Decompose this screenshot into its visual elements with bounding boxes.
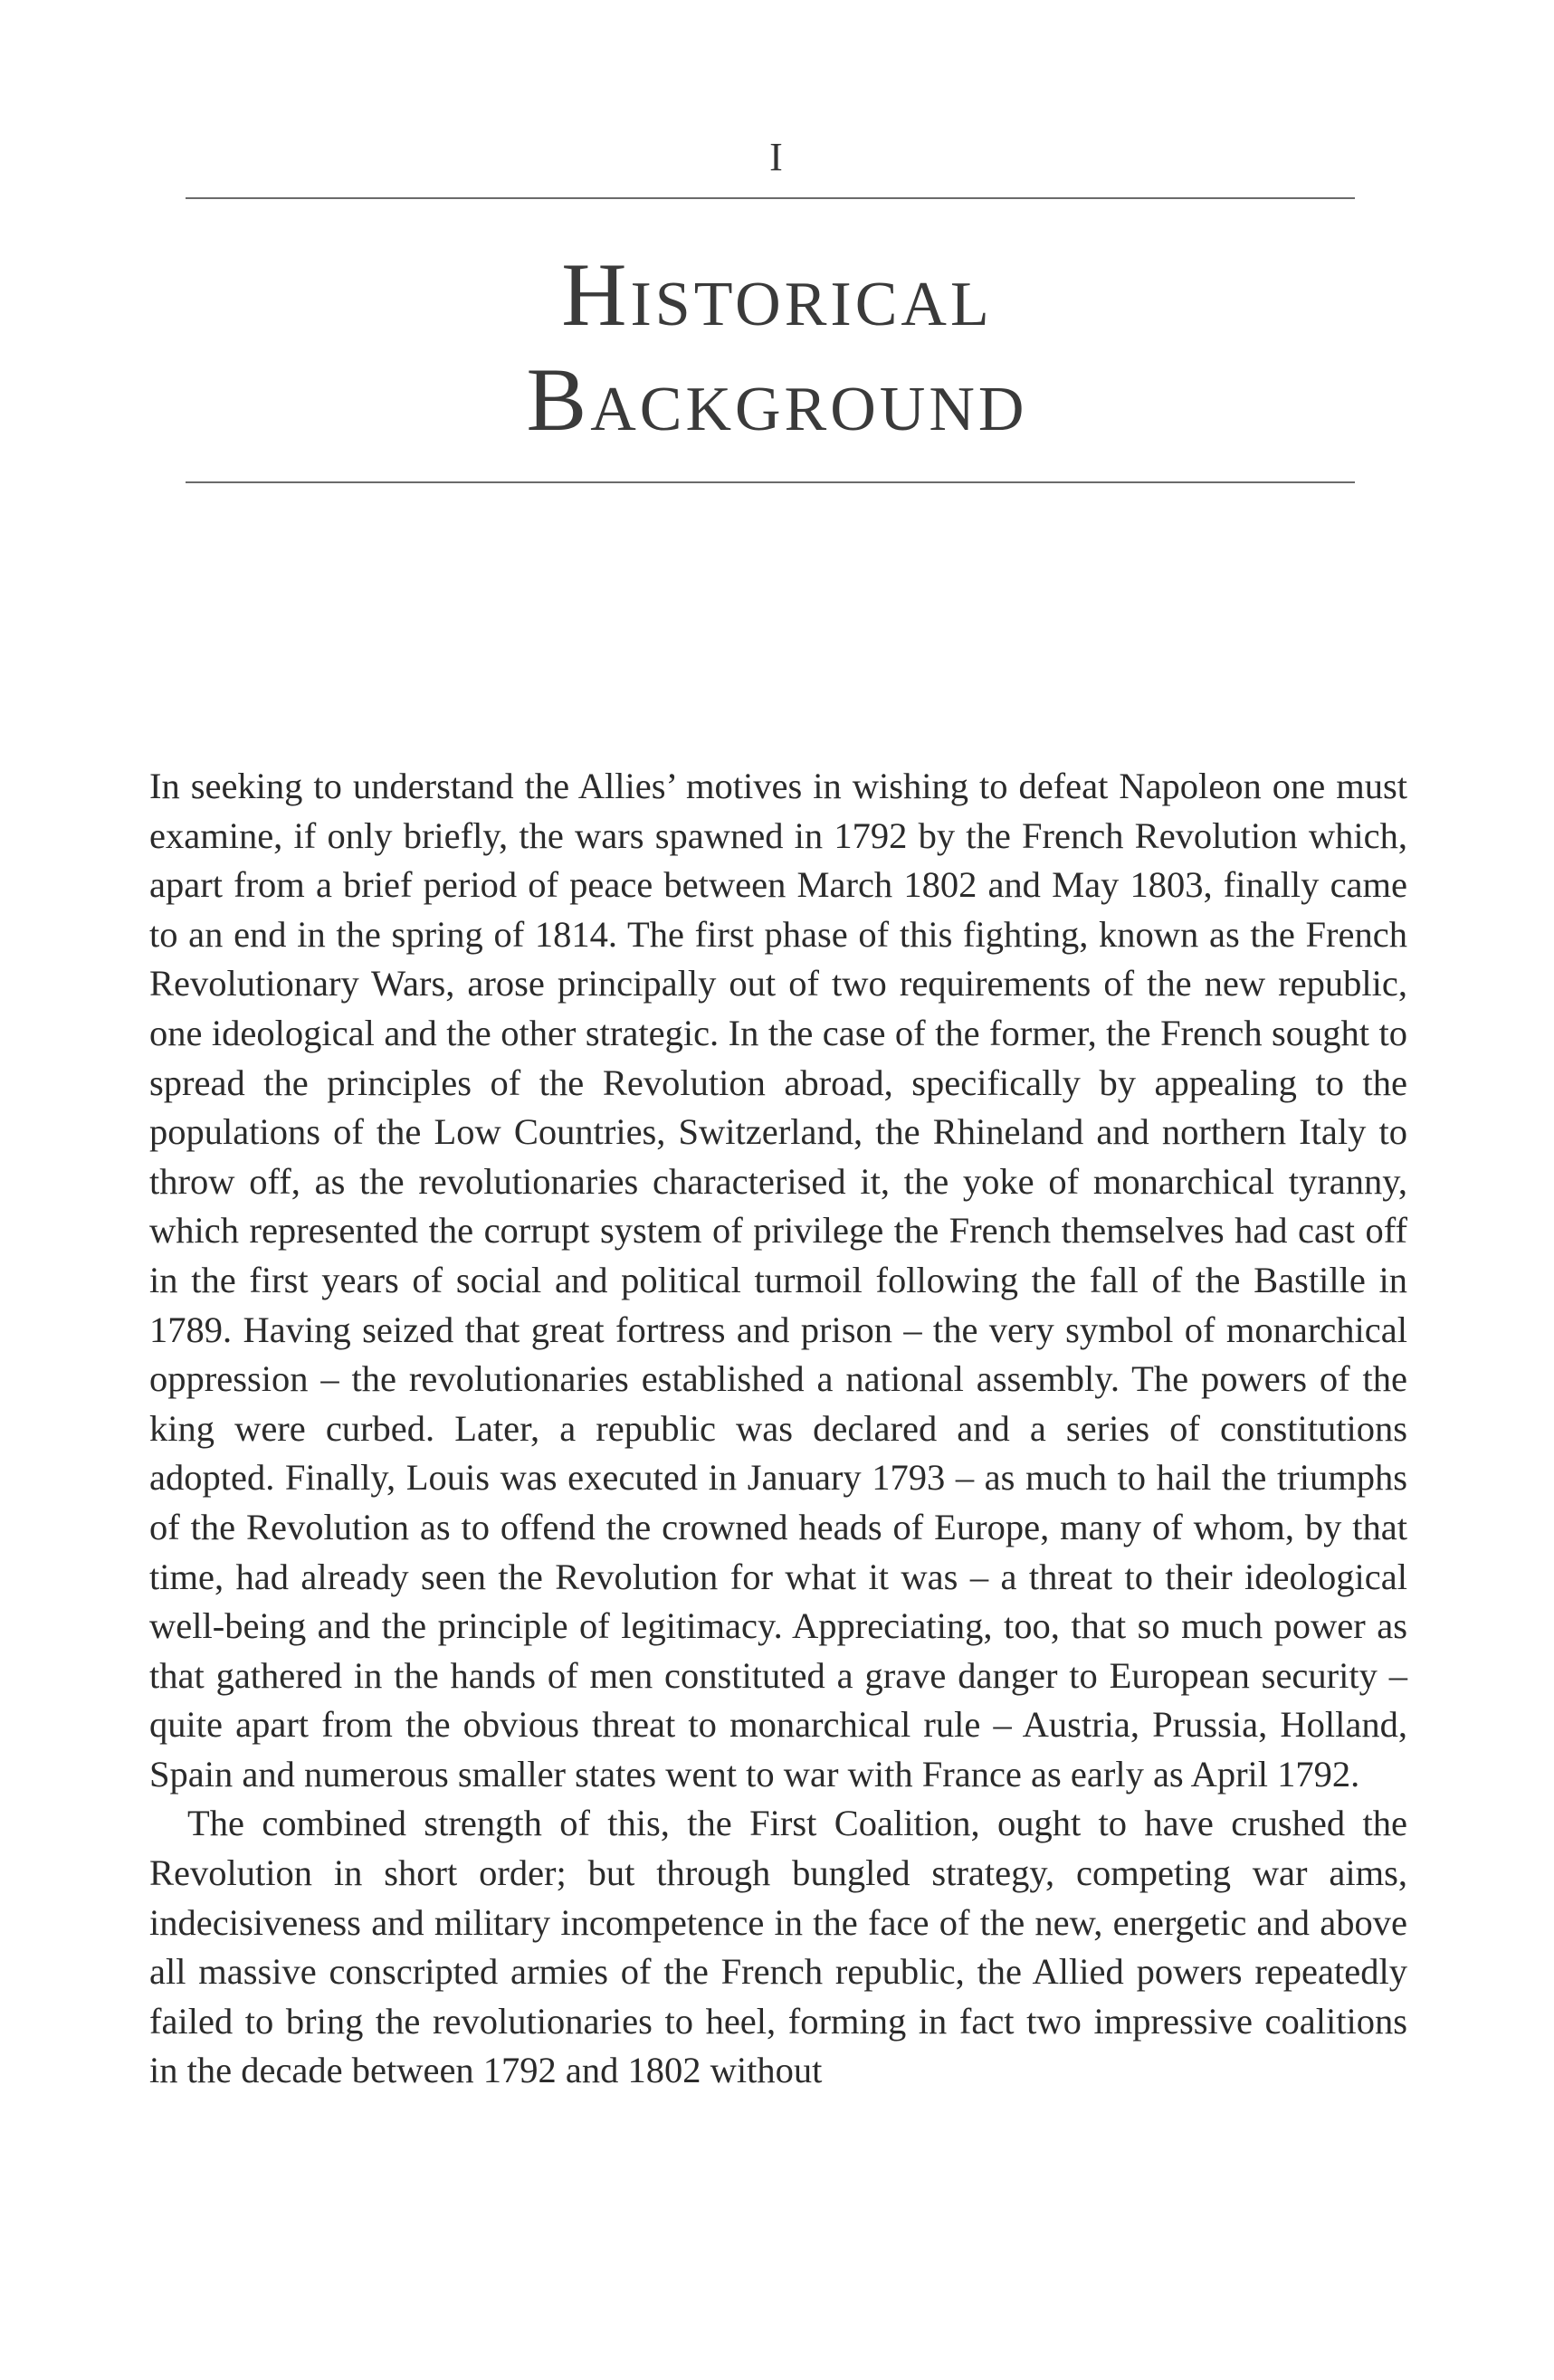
body-text	[149, 762, 1407, 2096]
chapter-title	[0, 243, 1554, 452]
chapter-number: I	[769, 135, 785, 179]
chapter-title-line-2: Background	[526, 349, 1028, 450]
paragraph-1: In seeking to understand the Allies’ motives in wishing to defeat Napoleon one must examine, if only briefly, the wars spawned in 1792 by the French Revolution which, apart from a brief period of peace between March 1802 and May 1803, finally came to an end in the spring of 1814. The first phase of this fighting, known as the French Revolutionary Wars, arose principally out of two requirements of the new republic, one ideological and the other strategic. In the case of the former, the French sought to spread the principles of the Revolution abroad, specifically by appealing to the populations of the Low Countries, Switzerland, the Rhineland and northern Italy to throw off, as the revolutionaries characterised it, the yoke of monarchical tyranny, which represented the corrupt system of privilege the French themselves had cast off in the first years of social and political turmoil following the fall of the Bastille in 1789. Having seized that great fortress and prison – the very symbol of monarchical oppression – the revolutionaries established a national assembly. The powers of the king were curbed. Later, a republic was declared and a series of constitutions adopted. Finally, Louis was executed in January 1793 – as much to hail the triumphs of the Revolution as to offend the crowned heads of Europe, many of whom, by that time, had already seen the Revolution for what it was – a threat to their ideological well-being and the principle of legitimacy. Appreciating, too, that so much power as that gathered in the hands of men constituted a grave danger to European security – quite apart from the obvious threat to monarchical rule – Austria, Prussia, Holland, Spain and numerous smaller states went to war with France as early as April 1792.	[149, 766, 1407, 1795]
paragraph-2: The combined strength of this, the First Coalition, ought to have crushed the Revolution in short order; but through bungled strategy, competing war aims, indecisiveness and military incompetence in the face of the new, energetic and above all massive conscripted armies of the French republic, the Allied powers repeatedly failed to bring the revolutionaries to heel, forming in fact two impressive coalitions in the decade between 1792 and 1802 without	[149, 1803, 1407, 2091]
top-rule	[186, 197, 1355, 199]
chapter-title-line-1: Historical	[561, 244, 993, 345]
bottom-rule	[186, 481, 1355, 483]
